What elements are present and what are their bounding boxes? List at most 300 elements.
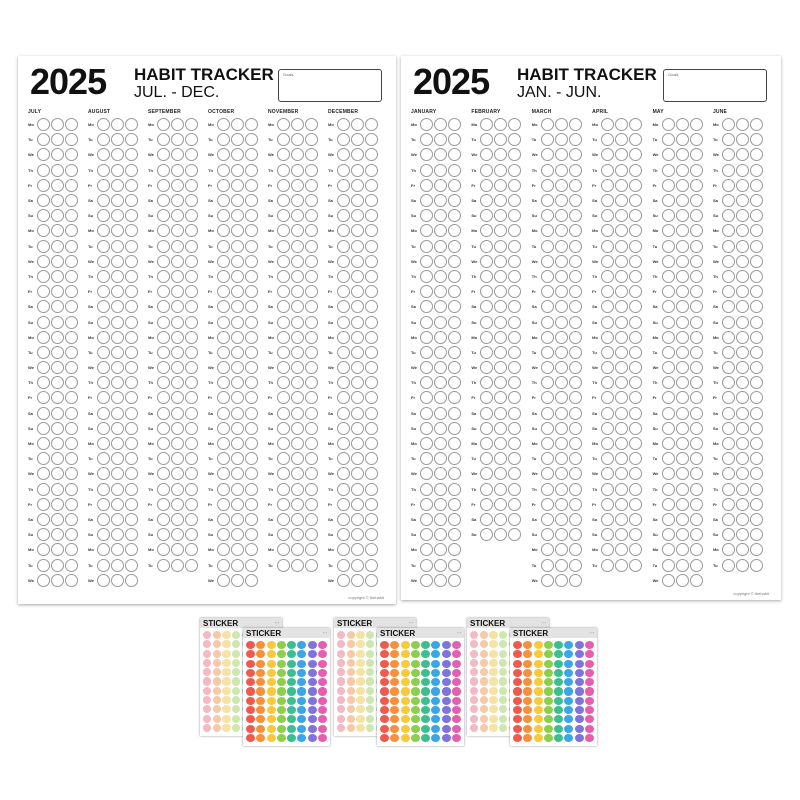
- habit-check-circle[interactable]: [662, 361, 675, 374]
- habit-check-circle[interactable]: [736, 452, 749, 465]
- habit-check-circle[interactable]: [97, 376, 110, 389]
- habit-check-circle[interactable]: [171, 528, 184, 541]
- habit-check-circle[interactable]: [615, 148, 628, 161]
- habit-check-circle[interactable]: [125, 133, 138, 146]
- habit-check-circle[interactable]: [231, 361, 244, 374]
- habit-check-circle[interactable]: [750, 376, 763, 389]
- habit-check-circle[interactable]: [305, 194, 318, 207]
- habit-check-circle[interactable]: [217, 574, 230, 587]
- habit-check-circle[interactable]: [676, 118, 689, 131]
- habit-check-circle[interactable]: [217, 316, 230, 329]
- habit-check-circle[interactable]: [171, 513, 184, 526]
- habit-check-circle[interactable]: [480, 240, 493, 253]
- habit-check-circle[interactable]: [601, 483, 614, 496]
- habit-check-circle[interactable]: [676, 270, 689, 283]
- habit-check-circle[interactable]: [434, 528, 447, 541]
- habit-check-circle[interactable]: [541, 346, 554, 359]
- habit-check-circle[interactable]: [629, 528, 642, 541]
- habit-check-circle[interactable]: [555, 240, 568, 253]
- habit-check-circle[interactable]: [65, 164, 78, 177]
- habit-check-circle[interactable]: [736, 559, 749, 572]
- habit-check-circle[interactable]: [569, 240, 582, 253]
- habit-check-circle[interactable]: [157, 316, 170, 329]
- habit-check-circle[interactable]: [111, 133, 124, 146]
- habit-check-circle[interactable]: [541, 498, 554, 511]
- habit-check-circle[interactable]: [601, 209, 614, 222]
- habit-check-circle[interactable]: [508, 498, 521, 511]
- habit-check-circle[interactable]: [508, 270, 521, 283]
- habit-check-circle[interactable]: [277, 543, 290, 556]
- habit-check-circle[interactable]: [508, 437, 521, 450]
- habit-check-circle[interactable]: [750, 528, 763, 541]
- habit-check-circle[interactable]: [185, 316, 198, 329]
- habit-check-circle[interactable]: [111, 467, 124, 480]
- habit-check-circle[interactable]: [615, 194, 628, 207]
- habit-check-circle[interactable]: [125, 255, 138, 268]
- habit-check-circle[interactable]: [37, 209, 50, 222]
- habit-check-circle[interactable]: [291, 164, 304, 177]
- habit-check-circle[interactable]: [629, 376, 642, 389]
- habit-check-circle[interactable]: [291, 437, 304, 450]
- habit-check-circle[interactable]: [351, 300, 364, 313]
- habit-check-circle[interactable]: [365, 376, 378, 389]
- habit-check-circle[interactable]: [750, 452, 763, 465]
- habit-check-circle[interactable]: [420, 574, 433, 587]
- habit-check-circle[interactable]: [245, 240, 258, 253]
- habit-check-circle[interactable]: [277, 407, 290, 420]
- habit-check-circle[interactable]: [65, 574, 78, 587]
- habit-check-circle[interactable]: [185, 164, 198, 177]
- habit-check-circle[interactable]: [337, 148, 350, 161]
- habit-check-circle[interactable]: [277, 179, 290, 192]
- habit-check-circle[interactable]: [690, 422, 703, 435]
- habit-check-circle[interactable]: [111, 391, 124, 404]
- habit-check-circle[interactable]: [662, 148, 675, 161]
- habit-check-circle[interactable]: [231, 422, 244, 435]
- habit-check-circle[interactable]: [51, 467, 64, 480]
- habit-check-circle[interactable]: [555, 133, 568, 146]
- habit-check-circle[interactable]: [351, 467, 364, 480]
- habit-check-circle[interactable]: [157, 133, 170, 146]
- habit-check-circle[interactable]: [569, 498, 582, 511]
- habit-check-circle[interactable]: [615, 164, 628, 177]
- habit-check-circle[interactable]: [420, 346, 433, 359]
- habit-check-circle[interactable]: [629, 285, 642, 298]
- habit-check-circle[interactable]: [111, 498, 124, 511]
- habit-check-circle[interactable]: [231, 224, 244, 237]
- habit-check-circle[interactable]: [305, 528, 318, 541]
- habit-check-circle[interactable]: [420, 528, 433, 541]
- habit-check-circle[interactable]: [291, 316, 304, 329]
- habit-check-circle[interactable]: [351, 224, 364, 237]
- habit-check-circle[interactable]: [434, 270, 447, 283]
- habit-check-circle[interactable]: [111, 194, 124, 207]
- habit-check-circle[interactable]: [365, 224, 378, 237]
- habit-check-circle[interactable]: [480, 513, 493, 526]
- habit-check-circle[interactable]: [434, 376, 447, 389]
- habit-check-circle[interactable]: [37, 300, 50, 313]
- habit-check-circle[interactable]: [97, 543, 110, 556]
- habit-check-circle[interactable]: [448, 437, 461, 450]
- habit-check-circle[interactable]: [245, 209, 258, 222]
- habit-check-circle[interactable]: [337, 118, 350, 131]
- habit-check-circle[interactable]: [185, 179, 198, 192]
- habit-check-circle[interactable]: [601, 543, 614, 556]
- habit-check-circle[interactable]: [569, 483, 582, 496]
- habit-check-circle[interactable]: [217, 270, 230, 283]
- habit-check-circle[interactable]: [555, 543, 568, 556]
- habit-check-circle[interactable]: [601, 316, 614, 329]
- habit-check-circle[interactable]: [365, 513, 378, 526]
- habit-check-circle[interactable]: [629, 422, 642, 435]
- habit-check-circle[interactable]: [420, 118, 433, 131]
- habit-check-circle[interactable]: [662, 528, 675, 541]
- habit-check-circle[interactable]: [305, 376, 318, 389]
- habit-check-circle[interactable]: [690, 452, 703, 465]
- habit-check-circle[interactable]: [291, 285, 304, 298]
- habit-check-circle[interactable]: [365, 452, 378, 465]
- habit-check-circle[interactable]: [555, 574, 568, 587]
- habit-check-circle[interactable]: [434, 133, 447, 146]
- habit-check-circle[interactable]: [97, 224, 110, 237]
- habit-check-circle[interactable]: [508, 148, 521, 161]
- habit-check-circle[interactable]: [420, 331, 433, 344]
- habit-check-circle[interactable]: [555, 331, 568, 344]
- habit-check-circle[interactable]: [185, 559, 198, 572]
- habit-check-circle[interactable]: [185, 240, 198, 253]
- habit-check-circle[interactable]: [480, 316, 493, 329]
- habit-check-circle[interactable]: [171, 391, 184, 404]
- habit-check-circle[interactable]: [185, 118, 198, 131]
- habit-check-circle[interactable]: [690, 209, 703, 222]
- habit-check-circle[interactable]: [291, 483, 304, 496]
- habit-check-circle[interactable]: [65, 543, 78, 556]
- habit-check-circle[interactable]: [722, 240, 735, 253]
- habit-check-circle[interactable]: [676, 574, 689, 587]
- habit-check-circle[interactable]: [662, 543, 675, 556]
- habit-check-circle[interactable]: [185, 376, 198, 389]
- habit-check-circle[interactable]: [434, 513, 447, 526]
- habit-check-circle[interactable]: [245, 331, 258, 344]
- habit-check-circle[interactable]: [676, 361, 689, 374]
- habit-check-circle[interactable]: [111, 240, 124, 253]
- habit-check-circle[interactable]: [277, 270, 290, 283]
- habit-check-circle[interactable]: [351, 179, 364, 192]
- habit-check-circle[interactable]: [157, 528, 170, 541]
- habit-check-circle[interactable]: [508, 346, 521, 359]
- habit-check-circle[interactable]: [494, 255, 507, 268]
- habit-check-circle[interactable]: [508, 407, 521, 420]
- habit-check-circle[interactable]: [676, 483, 689, 496]
- habit-check-circle[interactable]: [305, 543, 318, 556]
- habit-check-circle[interactable]: [65, 118, 78, 131]
- habit-check-circle[interactable]: [37, 452, 50, 465]
- habit-check-circle[interactable]: [480, 376, 493, 389]
- habit-check-circle[interactable]: [541, 574, 554, 587]
- habit-check-circle[interactable]: [277, 194, 290, 207]
- habit-check-circle[interactable]: [676, 179, 689, 192]
- habit-check-circle[interactable]: [676, 528, 689, 541]
- habit-check-circle[interactable]: [494, 164, 507, 177]
- habit-check-circle[interactable]: [111, 528, 124, 541]
- habit-check-circle[interactable]: [365, 316, 378, 329]
- habit-check-circle[interactable]: [448, 361, 461, 374]
- habit-check-circle[interactable]: [750, 559, 763, 572]
- habit-check-circle[interactable]: [171, 467, 184, 480]
- habit-check-circle[interactable]: [722, 407, 735, 420]
- habit-check-circle[interactable]: [676, 376, 689, 389]
- habit-check-circle[interactable]: [480, 498, 493, 511]
- habit-check-circle[interactable]: [494, 528, 507, 541]
- habit-check-circle[interactable]: [508, 391, 521, 404]
- habit-check-circle[interactable]: [555, 422, 568, 435]
- habit-check-circle[interactable]: [37, 179, 50, 192]
- habit-check-circle[interactable]: [722, 361, 735, 374]
- habit-check-circle[interactable]: [245, 528, 258, 541]
- habit-check-circle[interactable]: [245, 316, 258, 329]
- habit-check-circle[interactable]: [494, 133, 507, 146]
- habit-check-circle[interactable]: [277, 467, 290, 480]
- habit-check-circle[interactable]: [508, 133, 521, 146]
- habit-check-circle[interactable]: [750, 331, 763, 344]
- habit-check-circle[interactable]: [125, 300, 138, 313]
- habit-check-circle[interactable]: [365, 498, 378, 511]
- habit-check-circle[interactable]: [171, 255, 184, 268]
- habit-check-circle[interactable]: [51, 164, 64, 177]
- habit-check-circle[interactable]: [65, 559, 78, 572]
- habit-check-circle[interactable]: [65, 528, 78, 541]
- habit-check-circle[interactable]: [37, 361, 50, 374]
- habit-check-circle[interactable]: [245, 164, 258, 177]
- habit-check-circle[interactable]: [434, 285, 447, 298]
- habit-check-circle[interactable]: [337, 513, 350, 526]
- habit-check-circle[interactable]: [569, 407, 582, 420]
- habit-check-circle[interactable]: [480, 391, 493, 404]
- habit-check-circle[interactable]: [125, 285, 138, 298]
- habit-check-circle[interactable]: [676, 209, 689, 222]
- habit-check-circle[interactable]: [337, 209, 350, 222]
- habit-check-circle[interactable]: [185, 255, 198, 268]
- habit-check-circle[interactable]: [508, 194, 521, 207]
- habit-check-circle[interactable]: [157, 543, 170, 556]
- habit-check-circle[interactable]: [351, 422, 364, 435]
- habit-check-circle[interactable]: [629, 513, 642, 526]
- habit-check-circle[interactable]: [750, 483, 763, 496]
- habit-check-circle[interactable]: [51, 240, 64, 253]
- habit-check-circle[interactable]: [231, 528, 244, 541]
- habit-check-circle[interactable]: [722, 270, 735, 283]
- habit-check-circle[interactable]: [494, 498, 507, 511]
- habit-check-circle[interactable]: [736, 148, 749, 161]
- habit-check-circle[interactable]: [420, 437, 433, 450]
- habit-check-circle[interactable]: [569, 270, 582, 283]
- habit-check-circle[interactable]: [676, 133, 689, 146]
- habit-check-circle[interactable]: [231, 179, 244, 192]
- habit-check-circle[interactable]: [217, 133, 230, 146]
- habit-check-circle[interactable]: [508, 255, 521, 268]
- habit-check-circle[interactable]: [171, 209, 184, 222]
- habit-check-circle[interactable]: [337, 300, 350, 313]
- habit-check-circle[interactable]: [337, 164, 350, 177]
- habit-check-circle[interactable]: [37, 528, 50, 541]
- habit-check-circle[interactable]: [662, 270, 675, 283]
- habit-check-circle[interactable]: [615, 528, 628, 541]
- habit-check-circle[interactable]: [736, 467, 749, 480]
- habit-check-circle[interactable]: [508, 224, 521, 237]
- habit-check-circle[interactable]: [37, 498, 50, 511]
- habit-check-circle[interactable]: [305, 361, 318, 374]
- habit-check-circle[interactable]: [185, 407, 198, 420]
- habit-check-circle[interactable]: [480, 194, 493, 207]
- habit-check-circle[interactable]: [291, 559, 304, 572]
- habit-check-circle[interactable]: [676, 407, 689, 420]
- habit-check-circle[interactable]: [337, 574, 350, 587]
- habit-check-circle[interactable]: [125, 574, 138, 587]
- habit-check-circle[interactable]: [351, 452, 364, 465]
- habit-check-circle[interactable]: [291, 255, 304, 268]
- habit-check-circle[interactable]: [569, 543, 582, 556]
- habit-check-circle[interactable]: [157, 118, 170, 131]
- habit-check-circle[interactable]: [351, 513, 364, 526]
- habit-check-circle[interactable]: [351, 240, 364, 253]
- habit-check-circle[interactable]: [351, 407, 364, 420]
- habit-check-circle[interactable]: [111, 316, 124, 329]
- habit-check-circle[interactable]: [541, 528, 554, 541]
- habit-check-circle[interactable]: [508, 376, 521, 389]
- habit-check-circle[interactable]: [736, 331, 749, 344]
- habit-check-circle[interactable]: [736, 316, 749, 329]
- habit-check-circle[interactable]: [111, 437, 124, 450]
- habit-check-circle[interactable]: [217, 422, 230, 435]
- habit-check-circle[interactable]: [351, 270, 364, 283]
- habit-check-circle[interactable]: [37, 407, 50, 420]
- habit-check-circle[interactable]: [351, 209, 364, 222]
- habit-check-circle[interactable]: [125, 164, 138, 177]
- habit-check-circle[interactable]: [569, 391, 582, 404]
- habit-check-circle[interactable]: [111, 407, 124, 420]
- habit-check-circle[interactable]: [448, 483, 461, 496]
- habit-check-circle[interactable]: [676, 391, 689, 404]
- habit-check-circle[interactable]: [420, 559, 433, 572]
- habit-check-circle[interactable]: [615, 483, 628, 496]
- habit-check-circle[interactable]: [231, 133, 244, 146]
- habit-check-circle[interactable]: [480, 224, 493, 237]
- habit-check-circle[interactable]: [448, 270, 461, 283]
- habit-check-circle[interactable]: [601, 194, 614, 207]
- habit-check-circle[interactable]: [365, 133, 378, 146]
- habit-check-circle[interactable]: [125, 498, 138, 511]
- habit-check-circle[interactable]: [291, 452, 304, 465]
- habit-check-circle[interactable]: [420, 391, 433, 404]
- habit-check-circle[interactable]: [448, 285, 461, 298]
- habit-check-circle[interactable]: [420, 194, 433, 207]
- habit-check-circle[interactable]: [305, 240, 318, 253]
- habit-check-circle[interactable]: [125, 391, 138, 404]
- habit-check-circle[interactable]: [291, 224, 304, 237]
- habit-check-circle[interactable]: [508, 300, 521, 313]
- habit-check-circle[interactable]: [508, 483, 521, 496]
- habit-check-circle[interactable]: [736, 391, 749, 404]
- habit-check-circle[interactable]: [365, 255, 378, 268]
- habit-check-circle[interactable]: [448, 300, 461, 313]
- habit-check-circle[interactable]: [690, 240, 703, 253]
- habit-check-circle[interactable]: [615, 179, 628, 192]
- habit-check-circle[interactable]: [97, 164, 110, 177]
- habit-check-circle[interactable]: [157, 179, 170, 192]
- habit-check-circle[interactable]: [722, 179, 735, 192]
- habit-check-circle[interactable]: [351, 148, 364, 161]
- habit-check-circle[interactable]: [690, 118, 703, 131]
- habit-check-circle[interactable]: [217, 559, 230, 572]
- habit-check-circle[interactable]: [231, 331, 244, 344]
- habit-check-circle[interactable]: [662, 164, 675, 177]
- habit-check-circle[interactable]: [448, 148, 461, 161]
- habit-check-circle[interactable]: [480, 331, 493, 344]
- habit-check-circle[interactable]: [157, 300, 170, 313]
- habit-check-circle[interactable]: [555, 285, 568, 298]
- habit-check-circle[interactable]: [508, 316, 521, 329]
- habit-check-circle[interactable]: [494, 209, 507, 222]
- habit-check-circle[interactable]: [277, 316, 290, 329]
- habit-check-circle[interactable]: [291, 270, 304, 283]
- habit-check-circle[interactable]: [662, 513, 675, 526]
- habit-check-circle[interactable]: [541, 285, 554, 298]
- habit-check-circle[interactable]: [37, 118, 50, 131]
- habit-check-circle[interactable]: [125, 270, 138, 283]
- habit-check-circle[interactable]: [676, 148, 689, 161]
- habit-check-circle[interactable]: [629, 498, 642, 511]
- habit-check-circle[interactable]: [736, 300, 749, 313]
- habit-check-circle[interactable]: [615, 543, 628, 556]
- habit-check-circle[interactable]: [337, 194, 350, 207]
- habit-check-circle[interactable]: [245, 346, 258, 359]
- habit-check-circle[interactable]: [125, 240, 138, 253]
- habit-check-circle[interactable]: [157, 255, 170, 268]
- habit-check-circle[interactable]: [365, 574, 378, 587]
- habit-check-circle[interactable]: [676, 164, 689, 177]
- habit-check-circle[interactable]: [351, 346, 364, 359]
- habit-check-circle[interactable]: [541, 467, 554, 480]
- habit-check-circle[interactable]: [541, 559, 554, 572]
- habit-check-circle[interactable]: [541, 422, 554, 435]
- habit-check-circle[interactable]: [676, 543, 689, 556]
- habit-check-circle[interactable]: [662, 422, 675, 435]
- habit-check-circle[interactable]: [434, 118, 447, 131]
- habit-check-circle[interactable]: [629, 452, 642, 465]
- habit-check-circle[interactable]: [615, 467, 628, 480]
- habit-check-circle[interactable]: [569, 574, 582, 587]
- habit-check-circle[interactable]: [676, 437, 689, 450]
- habit-check-circle[interactable]: [508, 209, 521, 222]
- habit-check-circle[interactable]: [676, 224, 689, 237]
- habit-check-circle[interactable]: [448, 346, 461, 359]
- habit-check-circle[interactable]: [722, 452, 735, 465]
- habit-check-circle[interactable]: [434, 194, 447, 207]
- habit-check-circle[interactable]: [351, 543, 364, 556]
- habit-check-circle[interactable]: [231, 483, 244, 496]
- habit-check-circle[interactable]: [111, 376, 124, 389]
- habit-check-circle[interactable]: [37, 422, 50, 435]
- habit-check-circle[interactable]: [662, 483, 675, 496]
- habit-check-circle[interactable]: [420, 452, 433, 465]
- habit-check-circle[interactable]: [245, 559, 258, 572]
- habit-check-circle[interactable]: [690, 346, 703, 359]
- habit-check-circle[interactable]: [97, 391, 110, 404]
- habit-check-circle[interactable]: [365, 179, 378, 192]
- habit-check-circle[interactable]: [291, 513, 304, 526]
- habit-check-circle[interactable]: [217, 391, 230, 404]
- habit-check-circle[interactable]: [37, 240, 50, 253]
